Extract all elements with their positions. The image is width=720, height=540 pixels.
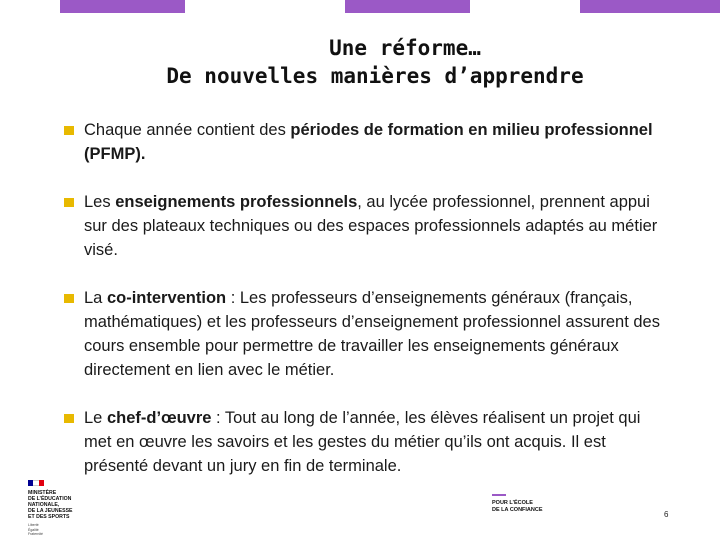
slide-title-line-1: Une réforme… <box>329 36 481 60</box>
ecole-confiance-line: POUR L’ÉCOLE <box>492 500 533 506</box>
ministry-logo <box>28 480 88 537</box>
top-accent-bar-left <box>60 0 185 13</box>
ministry-name-line: ET DES SPORTS <box>28 514 70 520</box>
slide-title <box>0 34 720 90</box>
bullet-text: Chaque année contient des <box>84 121 291 139</box>
top-accent-bar-center <box>345 0 470 13</box>
bullet-text: : Tout au long de l’année, les élèves réalisent un projet qui met en œuvre les savoirs et les gestes du métier qu’ils ont acquis. Il est présenté devant un jury en fin de terminale. <box>84 409 641 475</box>
bullet-emphasis: enseignements professionnels <box>115 193 358 211</box>
bullet-text: Le <box>84 409 107 427</box>
bullet-text: , au lycée professionnel, prennent appui sur des plateaux techniques ou des espaces professionnels adaptés au métier visé. <box>84 193 658 259</box>
motto-line: Liberté <box>28 523 39 527</box>
ecole-confiance-line: DE LA CONFIANCE <box>492 507 543 513</box>
bullet-emphasis: chef-d’œuvre <box>106 409 212 427</box>
bullet-item <box>62 118 672 166</box>
bullet-item <box>62 190 672 262</box>
bullet-emphasis: périodes de formation en milieu professionnel (PFMP). <box>84 121 653 163</box>
bullet-text: Les <box>84 193 116 211</box>
top-accent-bar-right <box>580 0 720 13</box>
bullet-item <box>62 406 672 478</box>
motto-line: Égalité <box>28 527 39 532</box>
slide-title-line-2: De nouvelles manières d’apprendre <box>166 64 584 88</box>
bullet-text: La <box>84 289 107 307</box>
french-flag-icon <box>28 480 44 486</box>
bullet-square-icon <box>64 126 74 135</box>
ministry-name <box>28 490 88 520</box>
bullet-list <box>62 118 672 502</box>
ministry-name-line: DE L’ÉDUCATION <box>28 496 72 502</box>
ministry-name-line: DE LA JEUNESSE <box>28 508 73 514</box>
motto-line: Fraternité <box>28 532 43 536</box>
ecole-confiance-text <box>492 500 582 514</box>
bullet-square-icon <box>64 414 74 423</box>
ministry-name-line: NATIONALE, <box>28 502 60 508</box>
bullet-square-icon <box>64 198 74 207</box>
logo-accent-bar <box>492 494 506 496</box>
ecole-confiance-logo <box>492 494 582 514</box>
republic-motto <box>28 523 88 537</box>
bullet-emphasis: co-intervention <box>106 289 227 307</box>
bullet-square-icon <box>64 294 74 303</box>
ministry-name-line: MINISTÈRE <box>28 490 57 496</box>
page-number: 6 <box>664 510 669 519</box>
bullet-text: : Les professeurs d’enseignements généraux (français, mathématiques) et les professeurs d’enseignement professionnel assurent des cours ensemble pour permettre de travailler les enseignements généraux directement en lien avec le métier. <box>84 289 660 379</box>
bullet-item <box>62 286 672 382</box>
